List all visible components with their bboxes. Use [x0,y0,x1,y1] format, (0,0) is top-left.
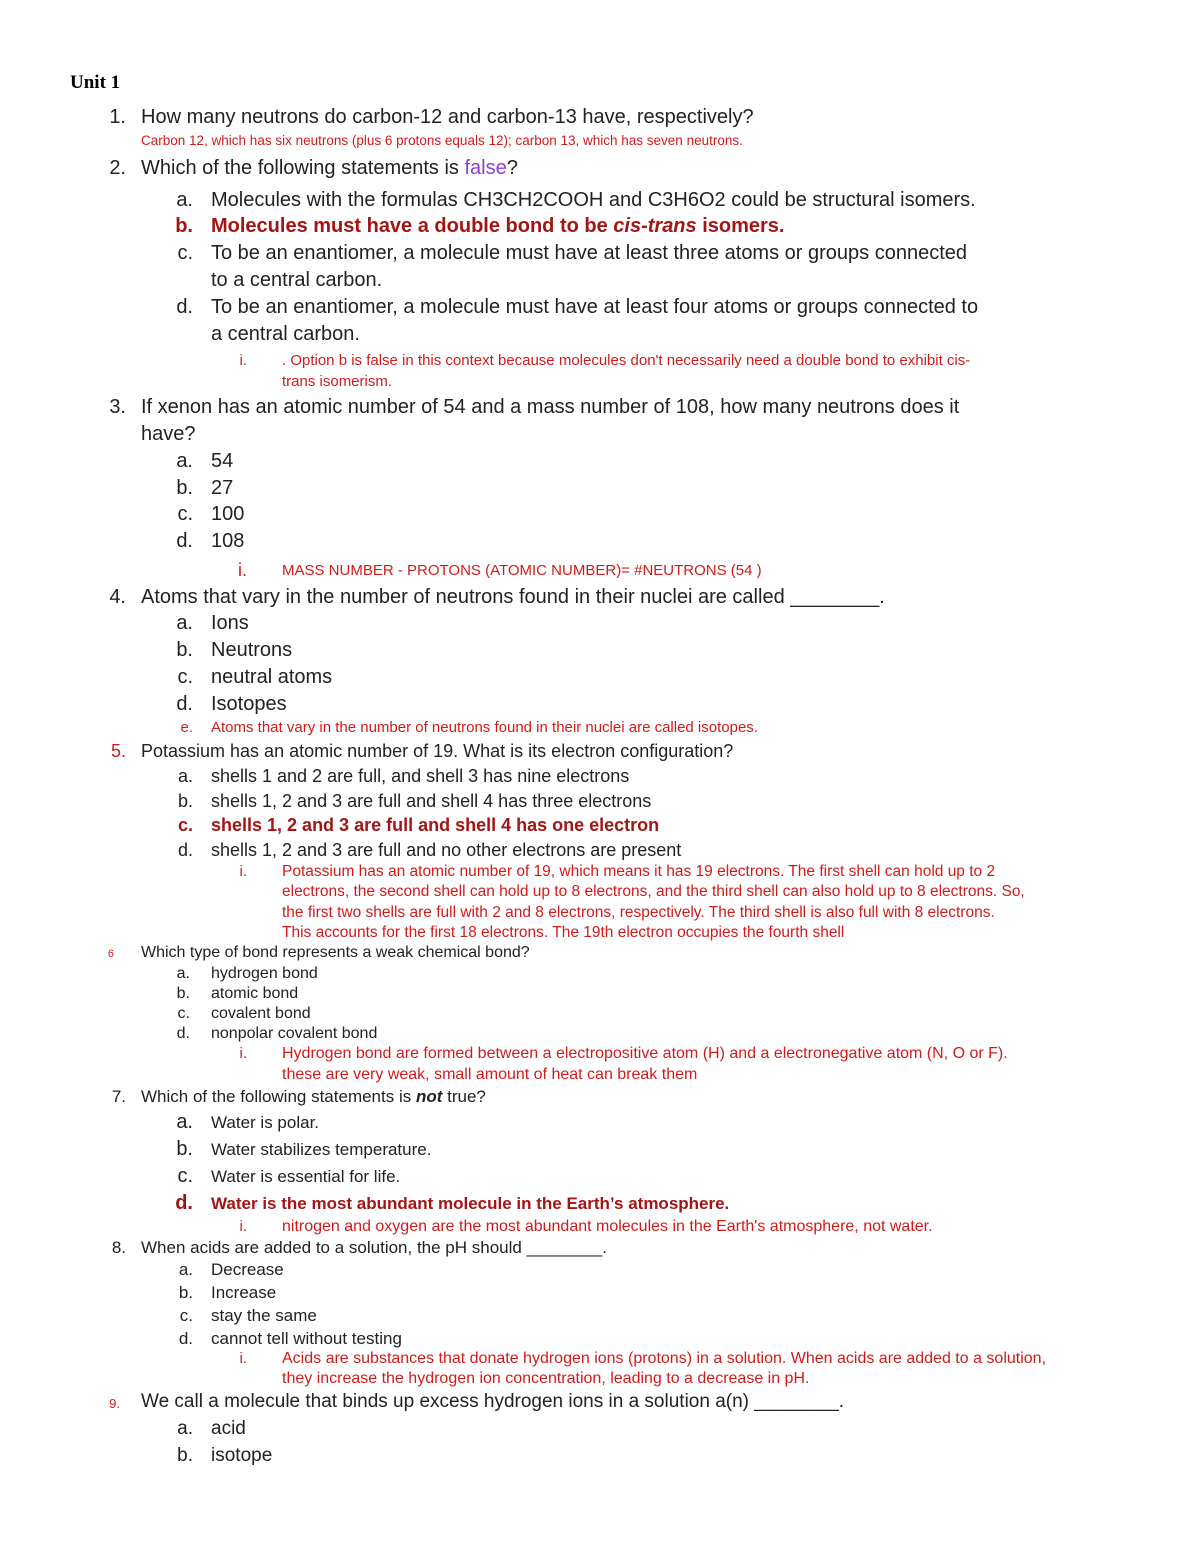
note-marker: i. [239,352,247,369]
question-1-number: 1. [109,106,126,128]
question-4-number: 4. [109,586,126,608]
answer-note: . Option b is false in this context because molecules don't necessarily need a double bond to exhibit cis- [282,352,971,369]
option-text: Isotopes [211,693,287,715]
option-text: To be an enantiomer, a molecule must have at least four atoms or groups connected to [211,296,979,318]
option-text: cannot tell without testing [211,1329,402,1348]
question-8-number: 8. [111,1238,126,1257]
option-marker: b. [177,1445,193,1466]
option-marker: a. [176,450,193,472]
option-marker: c. [177,1005,190,1022]
option-text: 100 [211,503,245,525]
option-text: nonpolar covalent bond [211,1025,378,1042]
question-8-text: When acids are added to a solution, the pH should ________. [141,1238,607,1257]
answer-note: MASS NUMBER - PROTONS (ATOMIC NUMBER)= #NEUTRONS (54 ) [282,562,762,579]
question-3-text: If xenon has an atomic number of 54 and a mass number of 108, how many neutrons does it [141,396,960,418]
question-5-number: 5. [110,741,126,761]
option-text: To be an enantiomer, a molecule must have at least three atoms or groups connected [211,242,967,264]
option-marker: b. [178,1283,193,1302]
answer-note: Hydrogen bond are formed between a electropositive atom (H) and a electronegative atom (N, O or F). [282,1045,1008,1062]
option-marker: a. [176,189,193,211]
option-text: 108 [211,530,245,552]
note-marker: i. [239,1350,247,1367]
option-text: acid [211,1418,246,1439]
option-text: Water is essential for life. [211,1167,401,1186]
option-text: shells 1, 2 and 3 are full and no other electrons are present [211,840,682,860]
option-text: isotope [211,1445,273,1466]
option-text: 27 [211,477,234,499]
option-marker: c. [177,242,193,264]
question-6-text: Which type of bond represents a weak chemical bond? [141,944,530,961]
option-marker: b. [176,985,190,1002]
option-marker: d. [177,840,193,860]
option-marker: d. [178,1329,193,1348]
option-marker: b. [176,1138,193,1160]
option-marker: c. [177,503,193,525]
option-marker: b. [176,477,193,499]
answer-note-continued: the first two shells are full with 2 and 8 electrons, respectively. The third shell is also full with 8 electrons. [282,904,995,921]
option-text: Increase [211,1283,277,1302]
question-2-text: Which of the following statements is false? [141,157,518,179]
option-marker: d. [176,693,193,715]
option-marker-correct: c. [177,815,193,835]
option-marker: c. [177,666,193,688]
question-3-number: 3. [109,396,126,418]
option-marker-correct: b. [175,215,193,237]
option-text: Water is polar. [211,1113,320,1132]
option-text: hydrogen bond [211,965,318,982]
option-marker: d. [176,1025,190,1042]
option-text-continued: a central carbon. [211,323,360,345]
question-1-text: How many neutrons do carbon-12 and carbon-13 have, respectively? [141,106,754,128]
note-marker: i. [239,1218,247,1235]
option-marker: d. [176,530,193,552]
note-marker: i. [239,1045,247,1062]
note-marker: i. [238,560,247,580]
option-marker: a. [177,766,193,786]
unit-heading: Unit 1 [70,72,121,93]
question-1-answer: Carbon 12, which has six neutrons (plus 6 protons equals 12); carbon 13, which has seven neutrons. [141,133,743,148]
option-text: Decrease [211,1260,284,1279]
option-text: Water stabilizes temperature. [211,1140,432,1159]
option-marker: b. [177,791,193,811]
correct-option-text: shells 1, 2 and 3 are full and shell 4 has one electron [211,815,660,835]
question-7-text: Which of the following statements is not true? [141,1087,486,1106]
answer-note: Acids are substances that donate hydrogen ions (protons) in a solution. When acids are added to a solution, [282,1350,1047,1367]
option-marker: c. [177,1165,193,1187]
answer-note-continued: these are very weak, small amount of heat can break them [282,1066,698,1083]
correct-option-text: Water is the most abundant molecule in the Earth’s atmosphere. [211,1194,730,1213]
option-text: stay the same [211,1306,317,1325]
option-text-continued: to a central carbon. [211,269,383,291]
question-2-number: 2. [109,157,126,179]
question-3-text-continued: have? [141,423,196,445]
option-text: Ions [211,612,249,634]
answer-note-continued: they increase the hydrogen ion concentration, leading to a decrease in pH. [282,1370,810,1387]
option-text: shells 1 and 2 are full, and shell 3 has nine electrons [211,766,630,786]
answer-note-continued: This accounts for the first 18 electrons. The 19th electron occupies the fourth shell [282,924,845,941]
correct-option-text: Molecules must have a double bond to be cis-trans isomers. [211,215,785,237]
option-text: covalent bond [211,1005,311,1022]
option-text: 54 [211,450,234,472]
note-marker: i. [239,863,247,880]
answer-note: nitrogen and oxygen are the most abundant molecules in the Earth's atmosphere, not water. [282,1218,933,1235]
question-9-number: 9. [109,1396,120,1411]
option-marker: b. [176,639,193,661]
option-marker: a. [178,1260,193,1279]
option-text: Molecules with the formulas CH3CH2COOH and C3H6O2 could be structural isomers. [211,189,976,211]
option-marker: a. [176,965,190,982]
option-marker: a. [177,1418,193,1439]
option-text: Neutrons [211,639,293,661]
highlight-false: false [464,157,507,179]
question-7-number: 7. [111,1087,126,1106]
option-marker-correct: d. [175,1192,193,1214]
answer-note-continued: trans isomerism. [282,373,393,390]
option-marker: a. [176,1111,193,1133]
answer-note: Atoms that vary in the number of neutrons found in their nuclei are called isotopes. [211,719,758,736]
option-text: atomic bond [211,985,299,1002]
question-5-text: Potassium has an atomic number of 19. What is its electron configuration? [141,741,734,761]
question-4-text: Atoms that vary in the number of neutrons found in their nuclei are called ________. [141,586,885,608]
answer-note: Potassium has an atomic number of 19, which means it has 19 electrons. The first shell can hold up to 2 [282,863,996,880]
question-6-number: 6 [107,948,114,960]
option-text: shells 1, 2 and 3 are full and shell 4 has three electrons [211,791,652,811]
option-marker: c. [179,1306,193,1325]
option-marker: a. [176,612,193,634]
answer-note-continued: electrons, the second shell can hold up to 8 electrons, and the third shell can also hold up to 8 electrons. So, [282,883,1025,900]
note-marker: e. [180,719,193,736]
option-text: neutral atoms [211,666,333,688]
option-marker: d. [176,296,193,318]
question-9-text: We call a molecule that binds up excess hydrogen ions in a solution a(n) ________. [141,1391,845,1412]
